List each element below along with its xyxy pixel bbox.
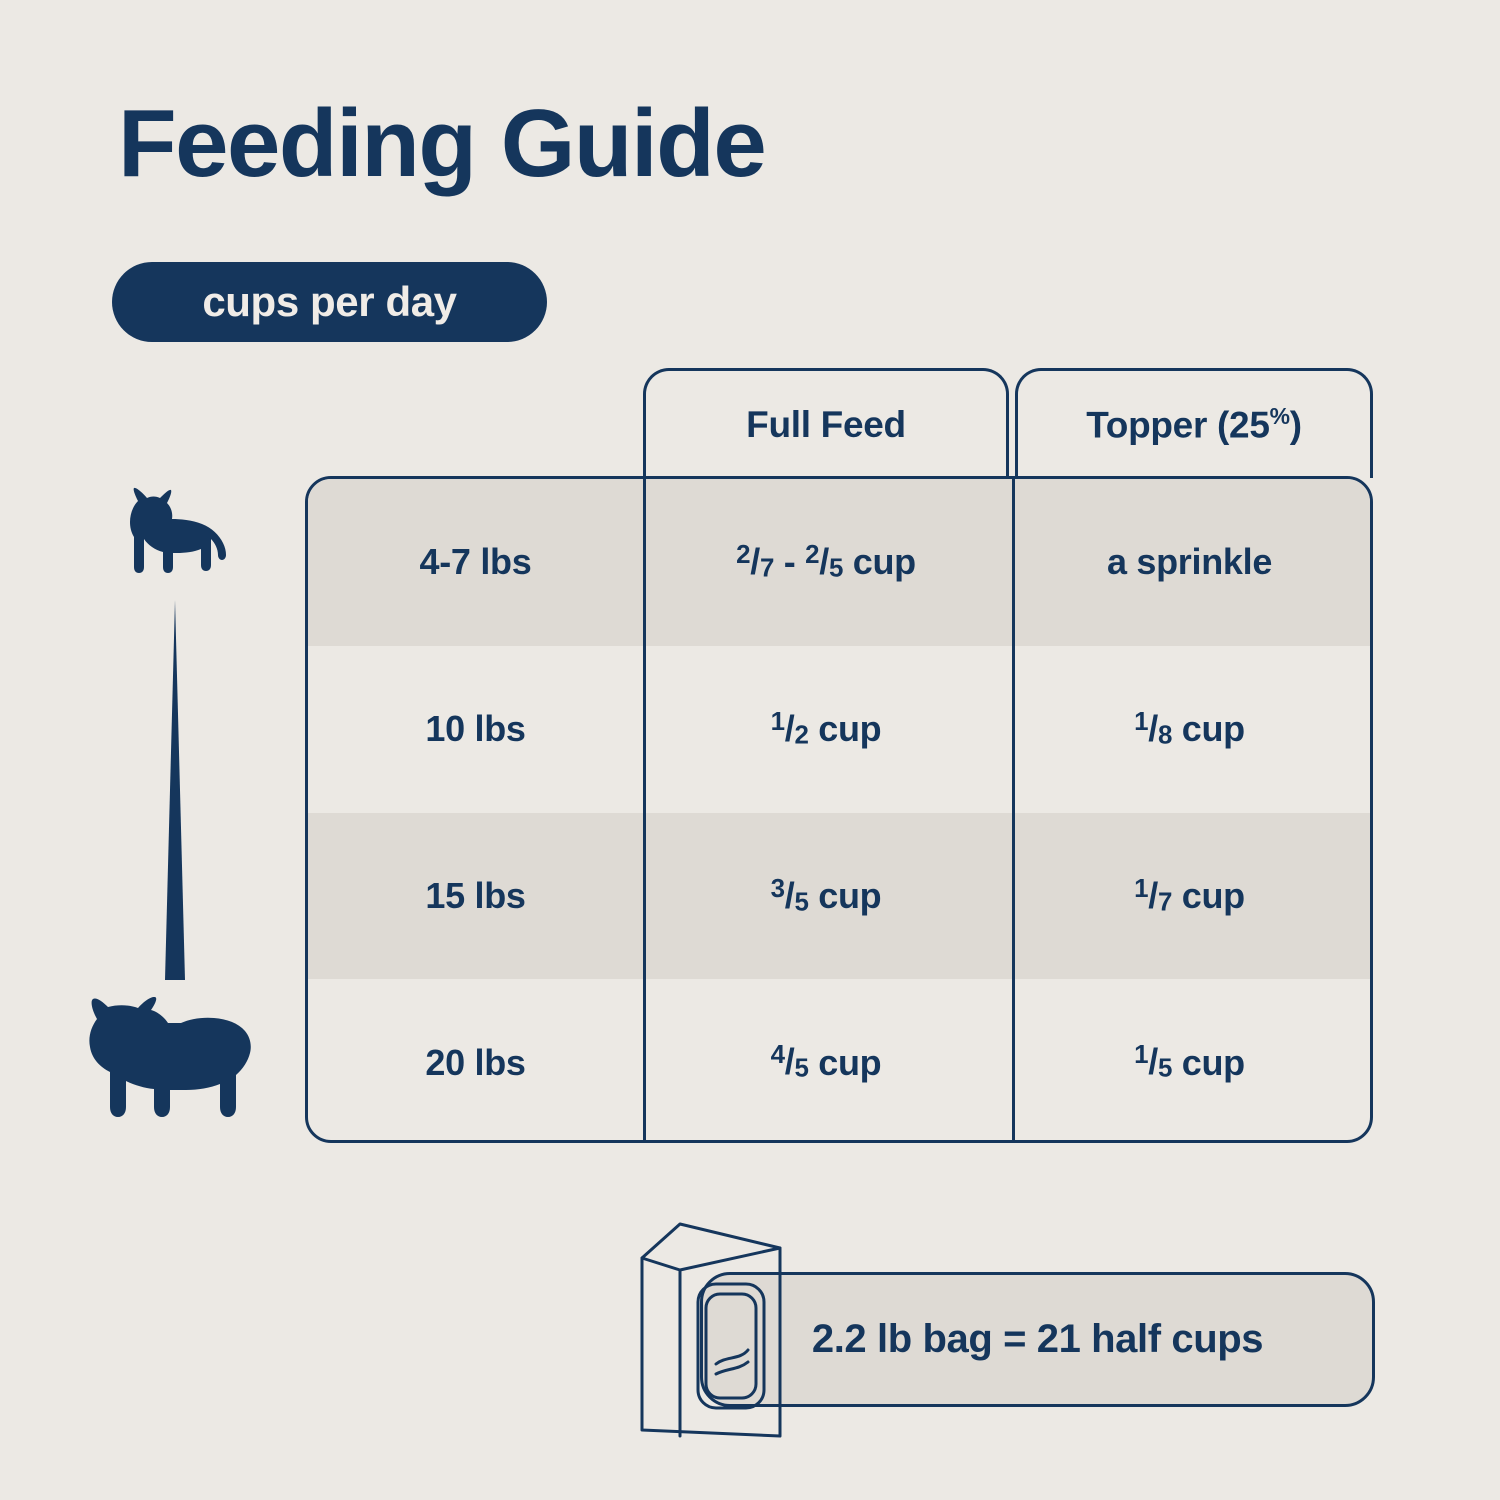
- bag-yield-note-label: 2.2 lb bag = 21 half cups: [811, 1317, 1264, 1361]
- cell-full-feed: $^4$/5 cup: [770, 1041, 882, 1083]
- cell-full-feed: $^2$/7 - $^2$/5 cup: [736, 541, 916, 583]
- page-title: Feeding Guide: [118, 90, 766, 197]
- column-header-topper-label: Topper (25%): [1086, 402, 1302, 446]
- cell-topper: $^1$/8 cup: [1134, 707, 1245, 750]
- cell-full-feed: $^3$/5 cup: [770, 874, 882, 917]
- cat-walking-icon: [86, 997, 258, 1119]
- bag-yield-note: [700, 1272, 1375, 1407]
- table-row: [308, 979, 1370, 1143]
- column-header-topper: [1015, 368, 1373, 478]
- table-divider: [643, 476, 646, 1143]
- cell-weight: 15 lbs: [425, 874, 526, 916]
- cat-walking-icon: [120, 487, 232, 579]
- column-header-full-feed: [643, 368, 1009, 478]
- cell-topper: a sprinkle: [1106, 541, 1273, 583]
- table-divider: [1012, 476, 1015, 1143]
- cups-per-day-badge-label: cups per day: [202, 278, 457, 325]
- cell-topper: $^1$/7 cup: [1134, 874, 1245, 917]
- table-row: [308, 813, 1370, 980]
- column-header-full-feed-label: Full Feed: [746, 403, 906, 445]
- size-scale-wedge-icon: [158, 600, 192, 980]
- table-row: [308, 646, 1370, 813]
- cell-weight: 20 lbs: [425, 1041, 526, 1083]
- cell-topper: $^1$/5 cup: [1134, 1041, 1245, 1083]
- food-bag-icon: [620, 1218, 800, 1440]
- cell-weight: 10 lbs: [425, 708, 526, 750]
- cups-per-day-badge: [112, 262, 547, 342]
- cell-full-feed: $^1$/2 cup: [770, 707, 882, 750]
- table-row: [308, 479, 1370, 646]
- feeding-table-body: [305, 476, 1373, 1143]
- feeding-table: [305, 368, 1373, 1143]
- cell-weight: 4-7 lbs: [419, 541, 532, 583]
